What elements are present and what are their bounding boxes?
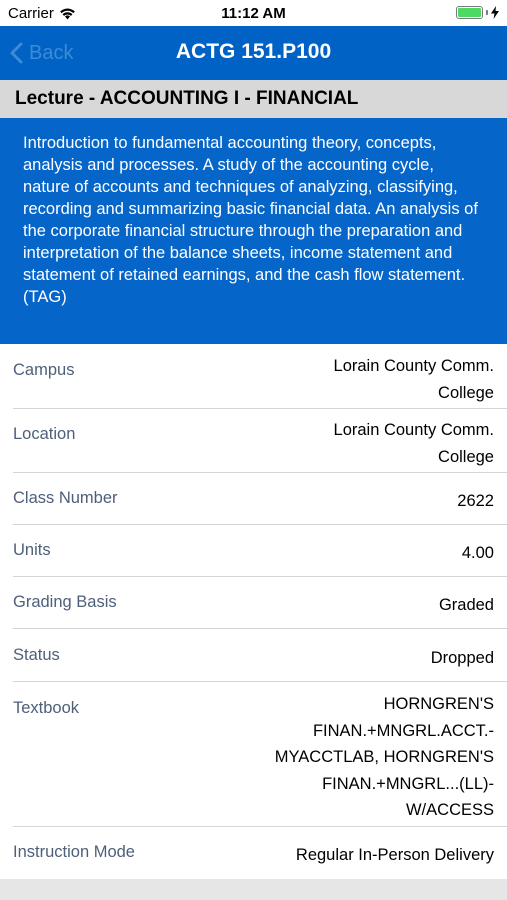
back-button-label: Back — [29, 41, 74, 64]
status-bar — [0, 0, 507, 26]
detail-row-instruction-mode — [0, 827, 507, 879]
detail-value: Lorain County Comm. College — [333, 357, 494, 402]
navigation-bar — [0, 26, 507, 80]
course-description: Introduction to fundamental accounting theory, concepts, analysis and processes. A study of the accounting cycle, nature of accounts and techniques of analyzing, classifying, recording and summarizing basic financial data. An analysis of the corporate financial structure through the preparation and interpretation of the balance sheets, income statement and statement of retained earnings, and the cash flow statement. (TAG) — [0, 118, 507, 344]
detail-value: Lorain County Comm. College — [333, 421, 494, 466]
page-title: ACTG 151.P100 — [175, 40, 332, 63]
detail-row-location — [0, 409, 507, 473]
detail-row-class-number — [0, 473, 507, 525]
detail-row-textbook — [0, 682, 507, 827]
carrier-label: Carrier — [8, 5, 54, 22]
detail-label: Instruction Mode — [13, 843, 135, 861]
detail-label: Status — [13, 646, 60, 664]
battery-indicator — [456, 6, 499, 19]
detail-row-units — [0, 525, 507, 577]
detail-label: Campus — [13, 361, 75, 379]
charging-bolt-icon — [491, 6, 499, 19]
detail-label: Units — [13, 541, 51, 559]
bottom-bar — [0, 879, 507, 900]
detail-value: Dropped — [430, 649, 494, 667]
detail-row-campus — [0, 344, 507, 409]
battery-tip — [486, 10, 488, 15]
status-time: 11:12 AM — [221, 5, 286, 22]
section-title: Lecture - ACCOUNTING I - FINANCIAL — [0, 80, 507, 118]
detail-label: Class Number — [13, 489, 118, 507]
detail-value: Regular In-Person Delivery — [295, 846, 494, 864]
detail-row-grading-basis — [0, 577, 507, 629]
detail-label: Grading Basis — [13, 593, 117, 611]
detail-value: Graded — [438, 596, 494, 614]
detail-label: Textbook — [13, 699, 80, 717]
detail-row-status — [0, 629, 507, 681]
battery-fill — [458, 8, 481, 17]
detail-value: HORNGREN'S FINAN.+MNGRL.ACCT.-MYACCTLAB, HORNGREN'S FINAN.+MNGRL...(LL)-W/ACCESS — [274, 695, 494, 819]
course-details-list — [0, 344, 507, 879]
detail-label: Location — [13, 425, 76, 443]
detail-value: 2622 — [457, 492, 494, 510]
battery-icon — [456, 6, 483, 19]
detail-value: 4.00 — [461, 544, 494, 562]
